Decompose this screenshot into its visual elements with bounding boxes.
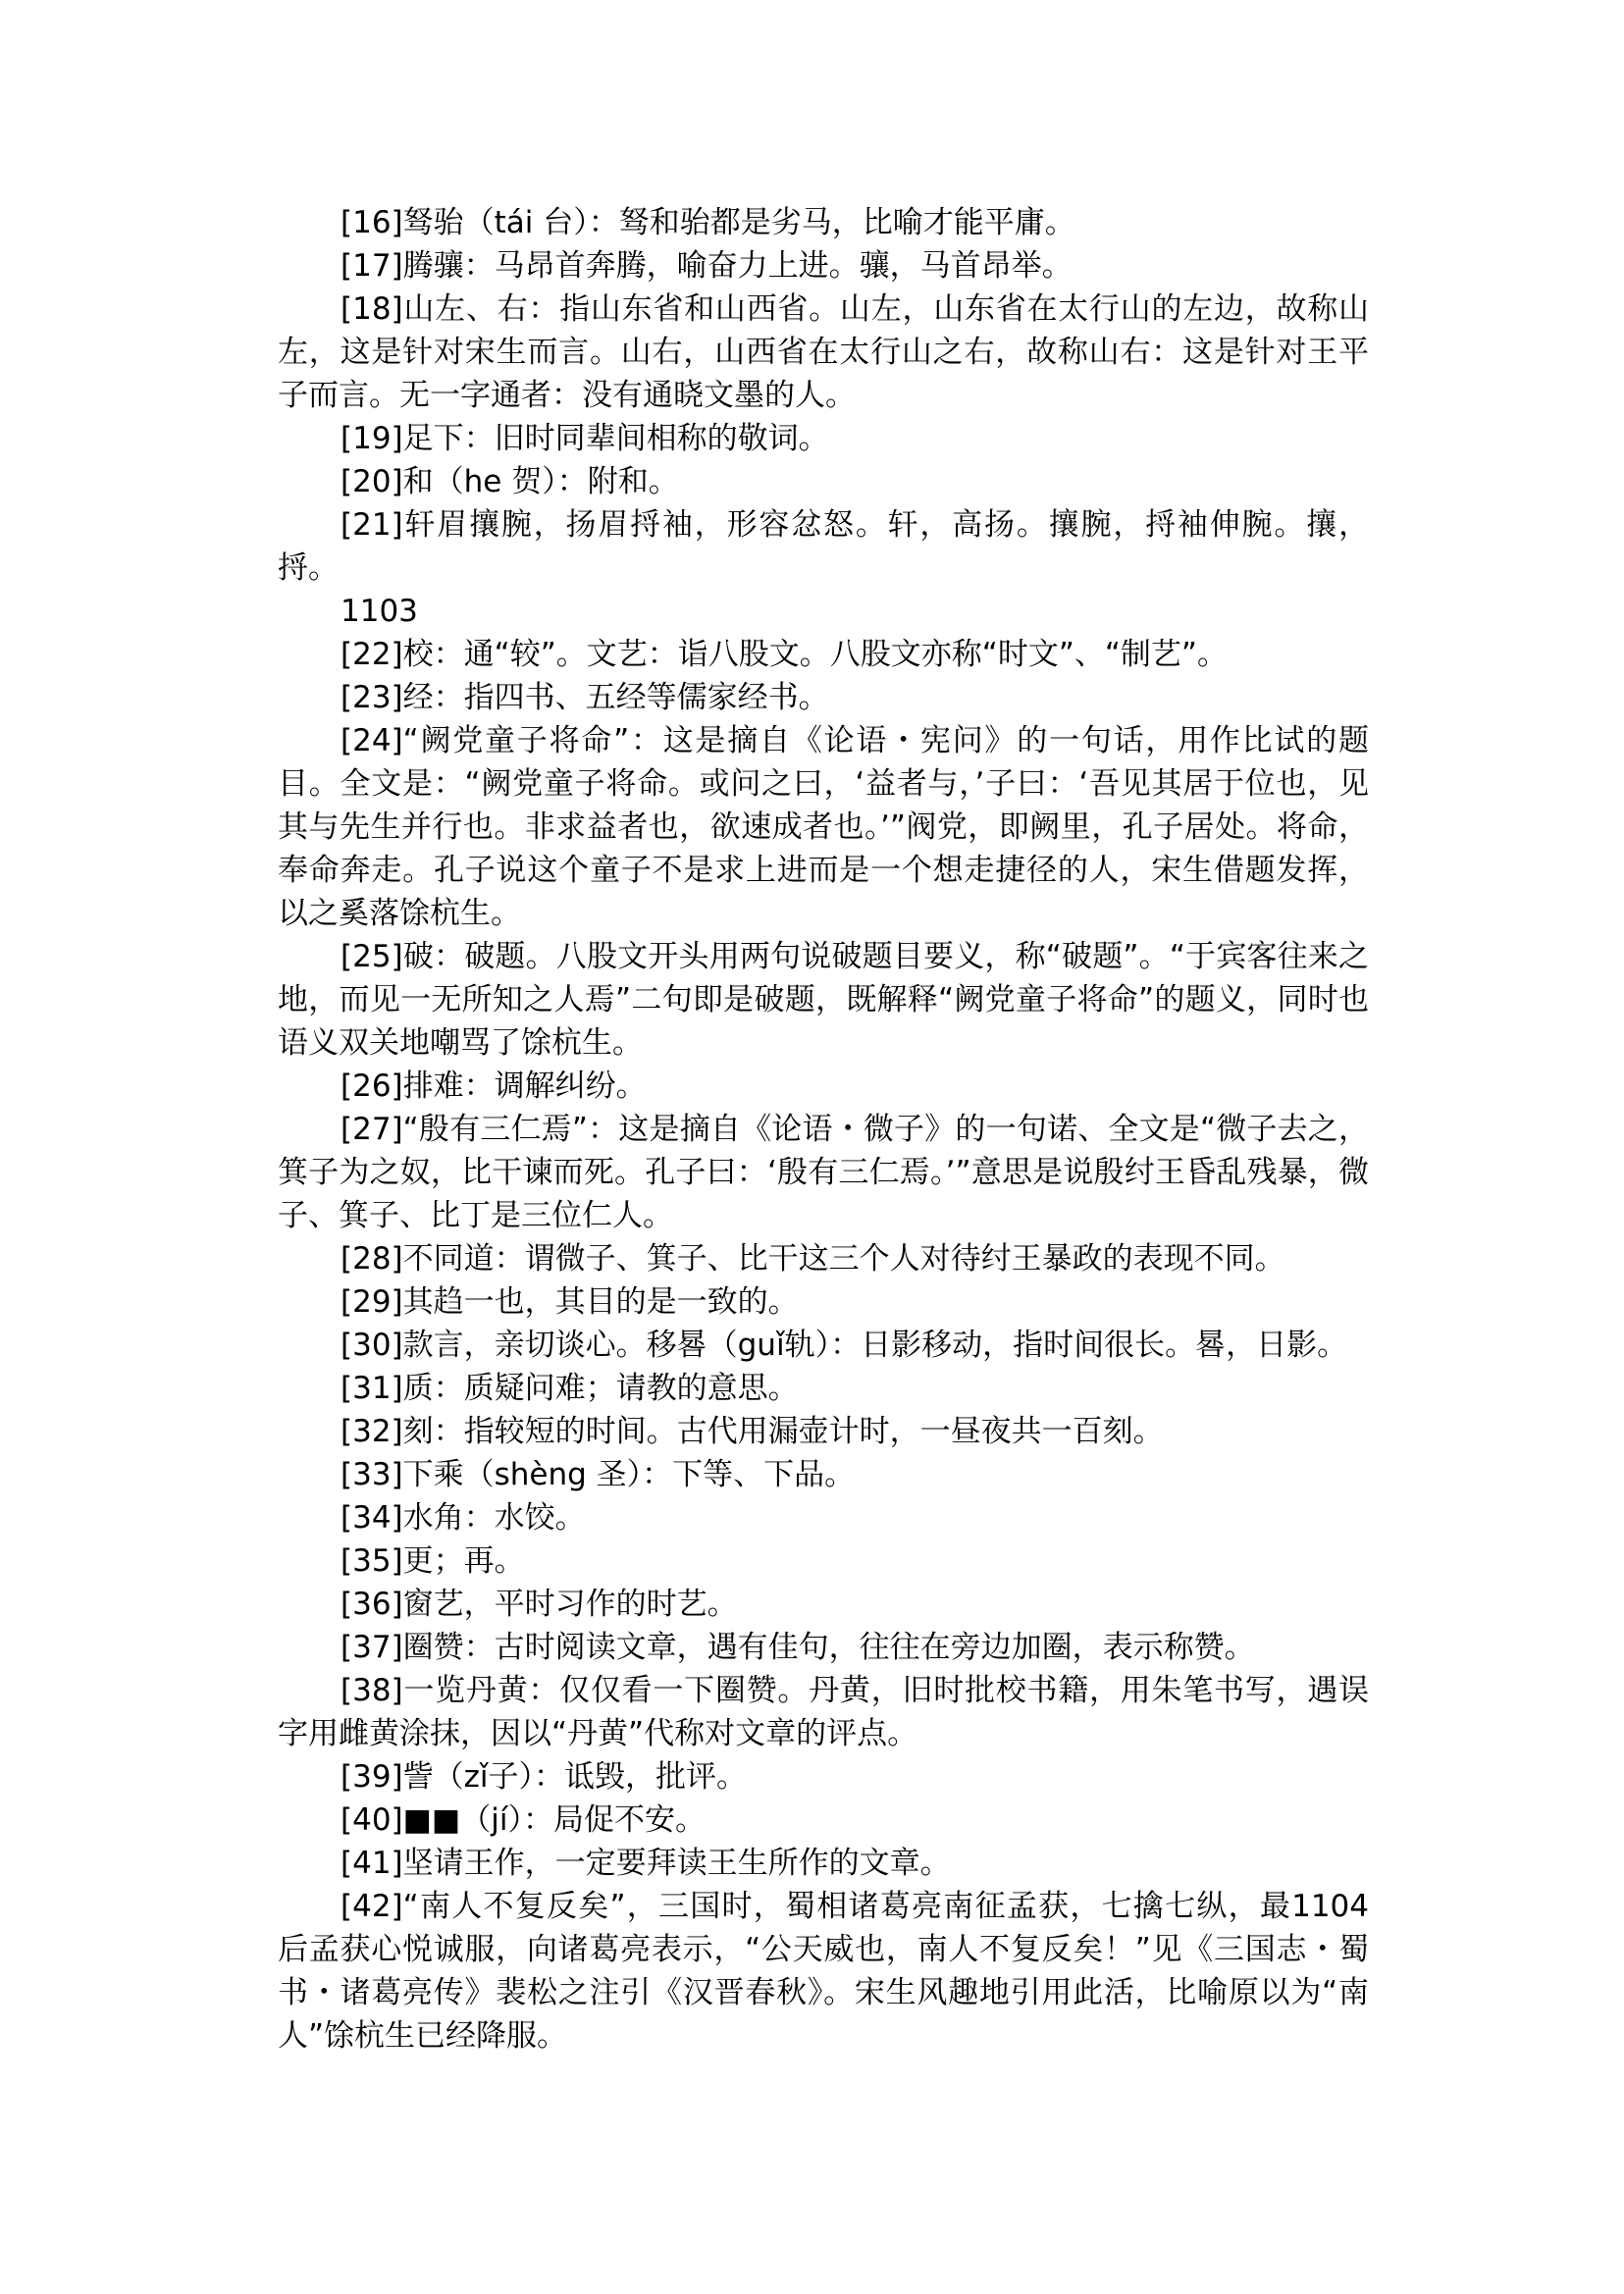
note-32: [32]刻：指较短的时间。古代用漏壶计时，一昼夜共一百刻。 — [341, 1414, 1164, 1449]
note-26: [26]排难：调解纠纷。 — [341, 1069, 647, 1104]
page-number-1103: 1103 — [341, 594, 418, 629]
note-41: [41]坚请王作，一定要拜读王生所作的文章。 — [341, 1846, 951, 1881]
note-35: [35]更；再。 — [341, 1543, 525, 1579]
note-31: [31]质：质疑问难；请教的意思。 — [341, 1371, 799, 1406]
note-38: [38]一览丹黄：仅仅看一下圈赞。丹黄，旧时批校书籍，用朱笔书写，遇误字用雌黄涂抹，因以“丹黄”代称对文章的评点。 — [278, 1673, 1369, 1751]
note-29: [29]其趋一也，其目的是一致的。 — [341, 1284, 799, 1320]
note-37: [37]圈赞：古时阅读文章，遇有佳句，往往在旁边加圈，表示称赞。 — [341, 1630, 1255, 1665]
note-33: [33]下乘（shèng 圣）：下等、下品。 — [341, 1457, 856, 1492]
note-36: [36]窗艺，平时习作的时艺。 — [341, 1587, 738, 1622]
note-17: [17]腾骧：马昂首奔腾，喻奋力上进。骧，马首昂举。 — [341, 248, 1073, 284]
note-21: [21]轩眉攘腕，扬眉捋袖，形容忿怒。轩，高扬。攘腕，捋袖伸腕。攘，捋。 — [278, 507, 1369, 586]
note-16: [16]驽骀（tái 台）：驽和骀都是劣马，比喻才能平庸。 — [341, 205, 1075, 240]
note-42: [42]“南人不复反矣”，三国时，蜀相诸葛亮南征孟获，七擒七纵，最1104 后孟获心悦诚服，向诸葛亮表示，“公天威也，南人不复反矣！”见《三国志・蜀书・诸葛亮传》裴松之注引《汉晋春秋》。宋生风趣地引用此活，比喻原以为“南人”馀杭生已经降服。 — [278, 1889, 1369, 2054]
note-19: [19]足下：旧时同辈间相称的敬词。 — [341, 421, 829, 456]
note-30: [30]款言，亲切谈心。移晷（guǐ轨）：日影移动，指时间很长。晷，日影。 — [341, 1328, 1348, 1363]
note-18: [18]山左、右：指山东省和山西省。山左，山东省在太行山的左边，故称山左，这是针对宋生而言。山右，山西省在太行山之右，故称山右：这是针对王平子而言。无一字通者：没有通晓文墨的人。 — [278, 291, 1369, 413]
note-25: [25]破：破题。八股文开头用两句说破题目要义，称“破题”。“于宾客往来之地，而见一无所知之人焉”二句即是破题，既解释“阙党童子将命”的题义，同时也语义双关地嘲骂了馀杭生。 — [278, 939, 1369, 1061]
note-39: [39]訾（zǐ子）：诋毁，批评。 — [341, 1759, 748, 1795]
note-28: [28]不同道：谓微子、箕子、比干这三个人对待纣王暴政的表现不同。 — [341, 1241, 1285, 1277]
note-20: [20]和（he 贺）：附和。 — [341, 464, 679, 499]
note-27: [27]“殷有三仁焉”：这是摘自《论语・微子》的一句诺、全文是“微子去之，箕子为之奴，比干谏而死。孔子曰：‘殷有三仁焉。’”意思是说殷纣王昏乱残暴，微子、箕子、比丁是三位仁人。 — [278, 1112, 1369, 1233]
note-23: [23]经：指四书、五经等儒家经书。 — [341, 680, 829, 715]
note-22: [22]校：通“较”。文艺：诣八股文。八股文亦称“时文”、“制艺”。 — [341, 637, 1228, 672]
note-34: [34]水角：水饺。 — [341, 1500, 586, 1536]
annotation-notes — [278, 201, 1369, 2058]
note-24: [24]“阙党童子将命”：这是摘自《论语・宪问》的一句话，用作比试的题目。全文是：“阙党童子将命。或问之曰，‘益者与，’子曰：‘吾见其居于位也，见其与先生并行也。非求益者也，欲速成者也。’”阀党，即阙里，孔子居处。将命，奉命奔走。孔子说这个童子不是求上进而是一个想走捷径的人，宋生借题发挥，以之奚落馀杭生。 — [278, 723, 1369, 931]
note-40: [40]■■（jí）：局促不安。 — [341, 1802, 706, 1838]
